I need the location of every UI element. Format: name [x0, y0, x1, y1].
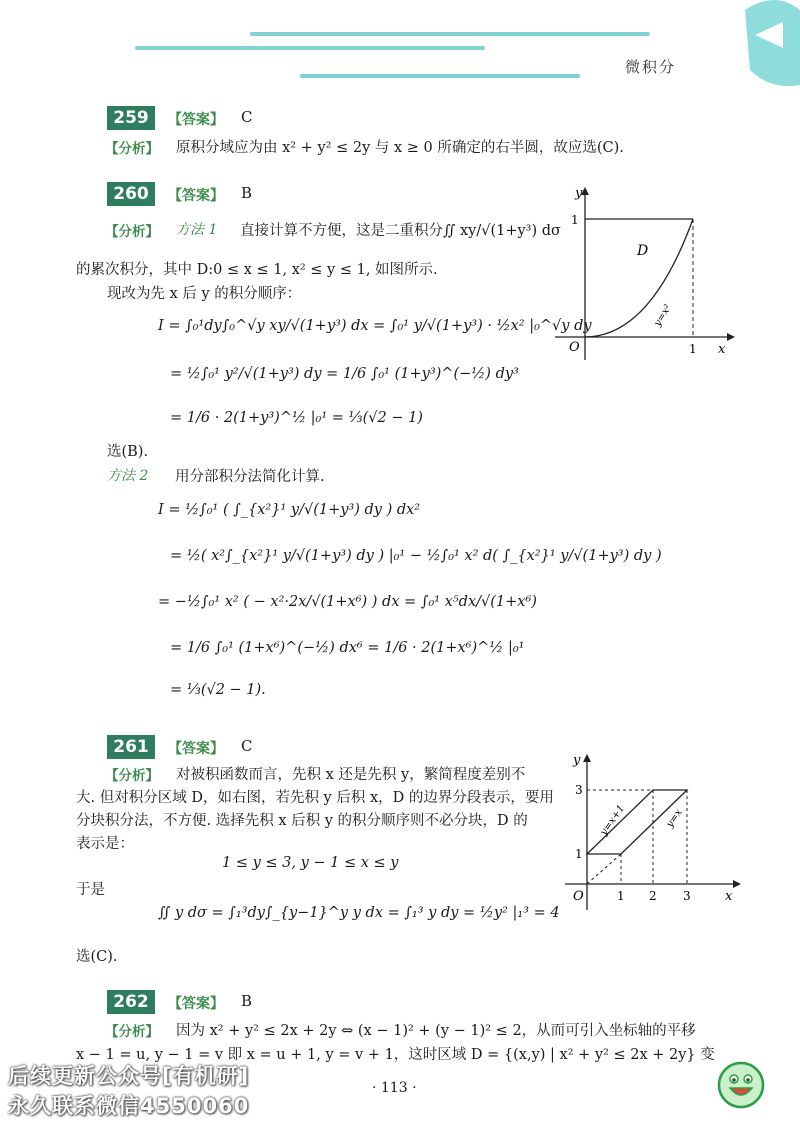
fig-y-tick-3: 3 — [575, 783, 583, 797]
watermark-line-2: 永久联系微信4550060 — [8, 1094, 250, 1118]
answer-value: B — [241, 992, 253, 1010]
answer-value: C — [241, 737, 253, 755]
fig-x-label: x — [718, 342, 726, 357]
text-line: 表示是： — [76, 836, 134, 852]
answer-value: C — [241, 108, 253, 126]
fig-curve-label: y=x² — [652, 302, 675, 329]
fig-y-tick-1: 1 — [575, 847, 583, 861]
question-number: 261 — [107, 735, 155, 759]
question-number: 262 — [107, 990, 155, 1014]
equation: = 1/6 ∫₀¹ (1+x⁶)^(−½) dx⁶ = 1/6 · 2(1+x⁶)^½ |₀¹ — [170, 640, 525, 656]
header-deco-line-3 — [300, 74, 580, 78]
choice-text: 选(C). — [76, 949, 118, 965]
figure-261 — [565, 752, 745, 912]
fig-y-tick-1: 1 — [571, 213, 579, 227]
fig-line-label-1: y=x+1 — [598, 803, 628, 838]
analysis-text: 原积分域应为由 x² + y² ≤ 2y 与 x ≥ 0 所确定的右半圆，故应选(C). — [176, 140, 624, 156]
watermark-line-1: 后续更新公众号[有机研] — [8, 1064, 250, 1088]
answer-tag: 【答案】 — [168, 112, 224, 128]
fig-x-label: x — [725, 889, 733, 904]
smiley-icon — [716, 1060, 766, 1110]
text-line: 分块积分法，不方便. 选择先积 x 后积 y 的积分顺序则不必分块，D 的 — [76, 813, 528, 829]
answer-tag: 【答案】 — [168, 996, 224, 1012]
equation: = ⅓(√2 − 1). — [170, 682, 266, 698]
header-deco-line-2 — [135, 46, 485, 50]
fig-y-label: y — [575, 186, 583, 201]
fig-x-tick-1: 1 — [617, 889, 625, 903]
chapter-title: 微积分 — [625, 58, 677, 76]
fig-region-label: D — [637, 243, 649, 259]
fig-origin-label: O — [569, 340, 580, 355]
fig-x-tick-3: 3 — [683, 889, 691, 903]
text-line: 于是 — [76, 882, 105, 898]
corner-arrow-icon — [735, 0, 800, 90]
analysis-tag: 【分析】 — [105, 141, 159, 157]
fig-x-tick-1: 1 — [689, 342, 697, 356]
question-number: 259 — [107, 106, 155, 130]
equation: I = ½∫₀¹ ( ∫_{x²}¹ y/√(1+y³) dy ) dx² — [158, 502, 421, 518]
equation: = ½∫₀¹ y²/√(1+y³) dy = 1/6 ∫₀¹ (1+y³)^(−½) dy³ — [170, 366, 519, 382]
method-label: 方法 1 — [176, 222, 218, 238]
method-label: 方法 2 — [107, 468, 149, 484]
text-line: 因为 x² + y² ≤ 2x + 2y ⇔ (x − 1)² + (y − 1)² ≤ 2，从而可引入坐标轴的平移 — [176, 1023, 696, 1039]
choice-text: 选(B). — [107, 444, 149, 460]
fig-x-tick-2: 2 — [649, 889, 657, 903]
answer-tag: 【答案】 — [168, 188, 224, 204]
text-line: 直接计算不方便，这是二重积分∬ xy/√(1+y³) dσ — [240, 223, 561, 239]
fig-line-label-2: y=x — [664, 807, 685, 830]
text-line: 用分部积分法简化计算. — [175, 469, 325, 485]
text-line: 的累次积分，其中 D:0 ≤ x ≤ 1, x² ≤ y ≤ 1, 如图所示. — [76, 262, 438, 278]
analysis-tag: 【分析】 — [105, 768, 159, 784]
text-line: x − 1 = u, y − 1 = v 即 x = u + 1, y = v + 1，这时区域 D = {(x,y) | x² + y² ≤ 2x + 2y} 变 — [76, 1047, 715, 1063]
equation: = ½( x²∫_{x²}¹ y/√(1+y³) dy ) |₀¹ − ½∫₀¹ x² d( ∫_{x²}¹ y/√(1+y³) dy ) — [170, 548, 662, 564]
equation: I = ∫₀¹dy∫₀^√y xy/√(1+y³) dx = ∫₀¹ y/√(1+y³) · ½x² |₀^√y dy — [158, 318, 592, 334]
header-deco-line-1 — [250, 32, 650, 36]
question-number: 260 — [107, 182, 155, 206]
equation: = 1/6 · 2(1+y³)^½ |₀¹ = ⅓(√2 − 1) — [170, 410, 423, 426]
page-number: · 113 · — [372, 1080, 417, 1096]
text-line: 现改为先 x 后 y 的积分顺序： — [107, 286, 302, 302]
analysis-tag: 【分析】 — [105, 224, 159, 240]
fig-origin-label: O — [573, 889, 584, 904]
text-line: 对被积函数而言，先积 x 还是先积 y，繁简程度差别不 — [176, 767, 526, 783]
analysis-tag: 【分析】 — [105, 1024, 159, 1040]
equation: ∬ y dσ = ∫₁³dy∫_{y−1}^y y dx = ∫₁³ y dy = ½y² |₁³ = 4 — [158, 905, 560, 921]
answer-tag: 【答案】 — [168, 741, 224, 757]
inequality: 1 ≤ y ≤ 3, y − 1 ≤ x ≤ y — [222, 855, 399, 871]
equation: = −½∫₀¹ x² ( − x²·2x/√(1+x⁶) ) dx = ∫₀¹ x⁵dx/√(1+x⁶) — [158, 594, 537, 610]
figure-260 — [555, 185, 740, 360]
answer-value: B — [241, 184, 253, 202]
text-line: 大. 但对积分区域 D，如右图，若先积 y 后积 x，D 的边界分段表示，要用 — [76, 790, 554, 806]
fig-y-label: y — [573, 753, 581, 768]
